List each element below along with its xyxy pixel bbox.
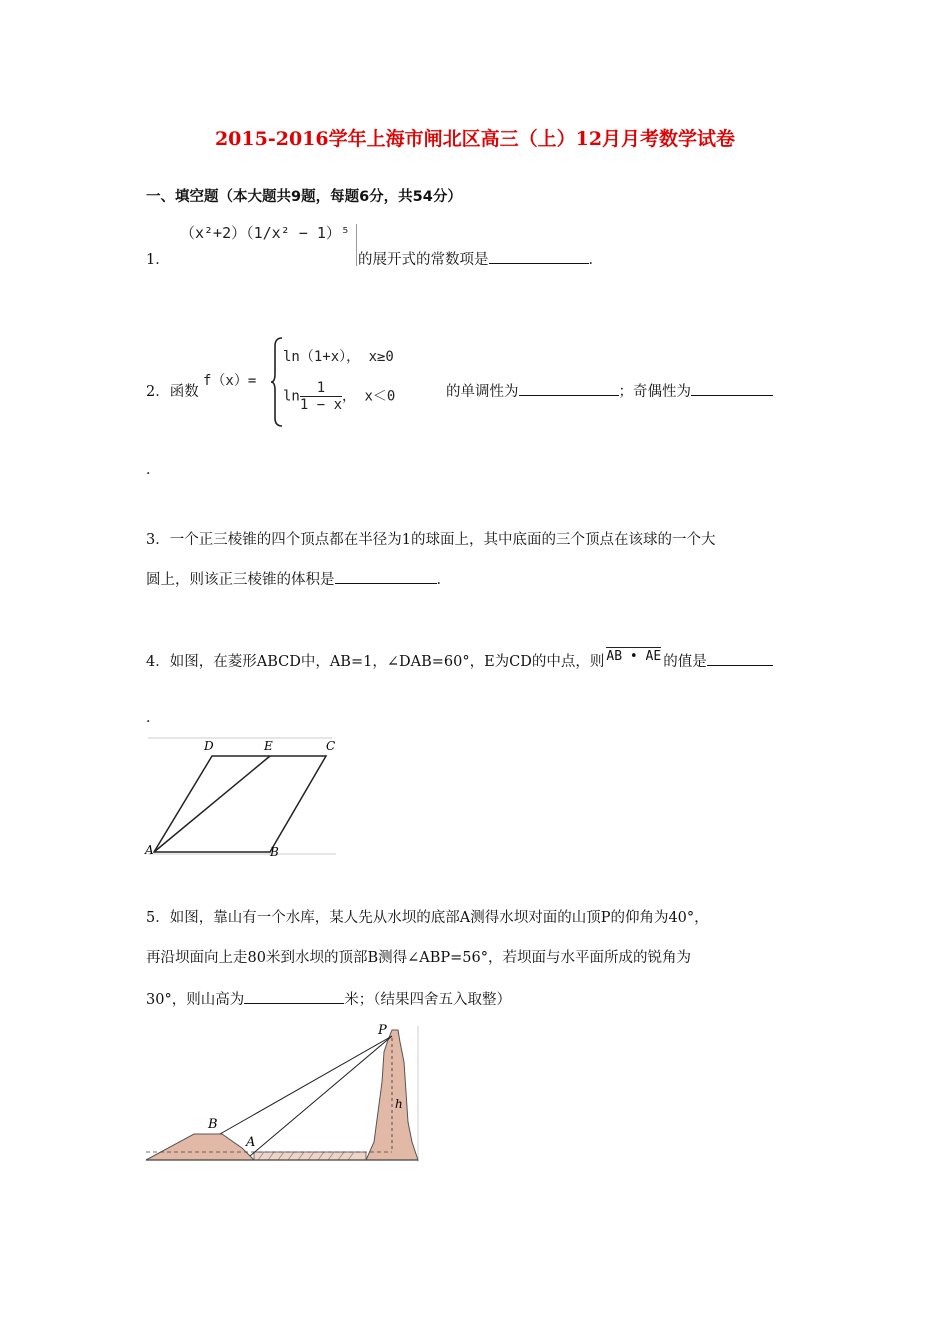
question-3-end: ． (436, 572, 451, 588)
question-4-text: 4．如图，在菱形ABCD中，AB=1，∠DAB=60°，E为CD的中点，则 (146, 654, 605, 670)
question-2-end: ． (146, 462, 161, 478)
question-1-formula-text: （x²+2）（1/x² − 1）⁵ (180, 224, 350, 242)
rhombus-shape (154, 756, 326, 852)
answer-blank-3[interactable] (335, 569, 437, 584)
ln-label: ln (283, 388, 300, 405)
fraction-denominator: 1 − x (299, 397, 343, 413)
question-4 (146, 650, 773, 671)
reservoir-figure (142, 1022, 422, 1168)
question-2-text-2: ；奇偶性为 (618, 384, 691, 400)
label-c: C (326, 739, 336, 753)
question-3-line-2 (146, 568, 451, 589)
label-h: h (395, 1097, 403, 1111)
question-1-text: 的展开式的常数项是 (358, 252, 489, 268)
page-title: 2015-2016学年上海市闸北区高三（上）12月月考数学试卷 (214, 128, 736, 150)
question-1-number: 1． (146, 252, 170, 268)
label-b: B (270, 845, 279, 859)
question-3-text: 圆上，则该正三棱锥的体积是 (146, 572, 335, 588)
question-5-line-2: 再沿坝面向上走80米到水坝的顶部B测得∠ABP=56°，若坝面与水平面所成的锐角为 (146, 950, 691, 966)
question-1-formula (180, 222, 350, 243)
question-5-line-1: 5．如图，靠山有一个水库，某人先从水坝的底部A测得水坝对面的山顶P的仰角为40°， (146, 910, 709, 926)
line-ap (250, 1036, 392, 1156)
answer-blank-5[interactable] (244, 989, 344, 1004)
question-3-line-1: 3．一个正三棱锥的四个顶点都在半径为1的球面上，其中底面的三个顶点在该球的一个大 (146, 532, 716, 548)
question-2-body (446, 380, 773, 401)
label-e: E (264, 739, 273, 753)
question-2-text-1: 的单调性为 (446, 384, 519, 400)
label-a: A (145, 843, 154, 857)
vector-arrow-icon (606, 647, 661, 648)
answer-blank-4[interactable] (707, 651, 773, 666)
label-p: P (378, 1023, 387, 1038)
question-4-end: ． (146, 710, 161, 726)
question-4-text-2: 的值是 (663, 654, 707, 670)
question-1-end: ． (588, 252, 603, 268)
label-d: D (204, 739, 214, 753)
rhombus-figure (140, 734, 340, 860)
question-5-line-3 (146, 988, 511, 1009)
question-1-body (358, 248, 603, 269)
section-heading: 一、填空题（本大题共9题，每题6分，共54分） (146, 189, 462, 205)
dam-shape (146, 1134, 254, 1160)
question-1 (146, 248, 170, 269)
vector-expression: AB • AE (606, 649, 662, 664)
question-2-fx: f（x）= (203, 373, 257, 389)
question-5-text-b: 米；（结果四舍五入取整） (344, 992, 511, 1008)
line-bp (220, 1036, 392, 1134)
brace-icon (270, 336, 284, 428)
vector-dot-product (604, 649, 663, 664)
answer-blank-2a[interactable] (519, 381, 619, 396)
fraction (300, 380, 342, 413)
case-2-condition: ， x＜0 (342, 388, 396, 405)
label-a: A (246, 1135, 256, 1150)
answer-blank-1[interactable] (489, 249, 589, 264)
question-2-case-1: ln（1+x）， x≥0 (283, 349, 394, 365)
question-2-number: 2．函数 (146, 384, 199, 400)
formula-divider (356, 224, 357, 266)
answer-blank-2b[interactable] (691, 381, 773, 396)
question-5-text-a: 30°，则山高为 (146, 992, 245, 1008)
segment-ae (154, 756, 270, 852)
fraction-numerator: 1 (300, 380, 342, 397)
question-2-case-2 (283, 380, 395, 413)
label-b: B (208, 1117, 218, 1132)
